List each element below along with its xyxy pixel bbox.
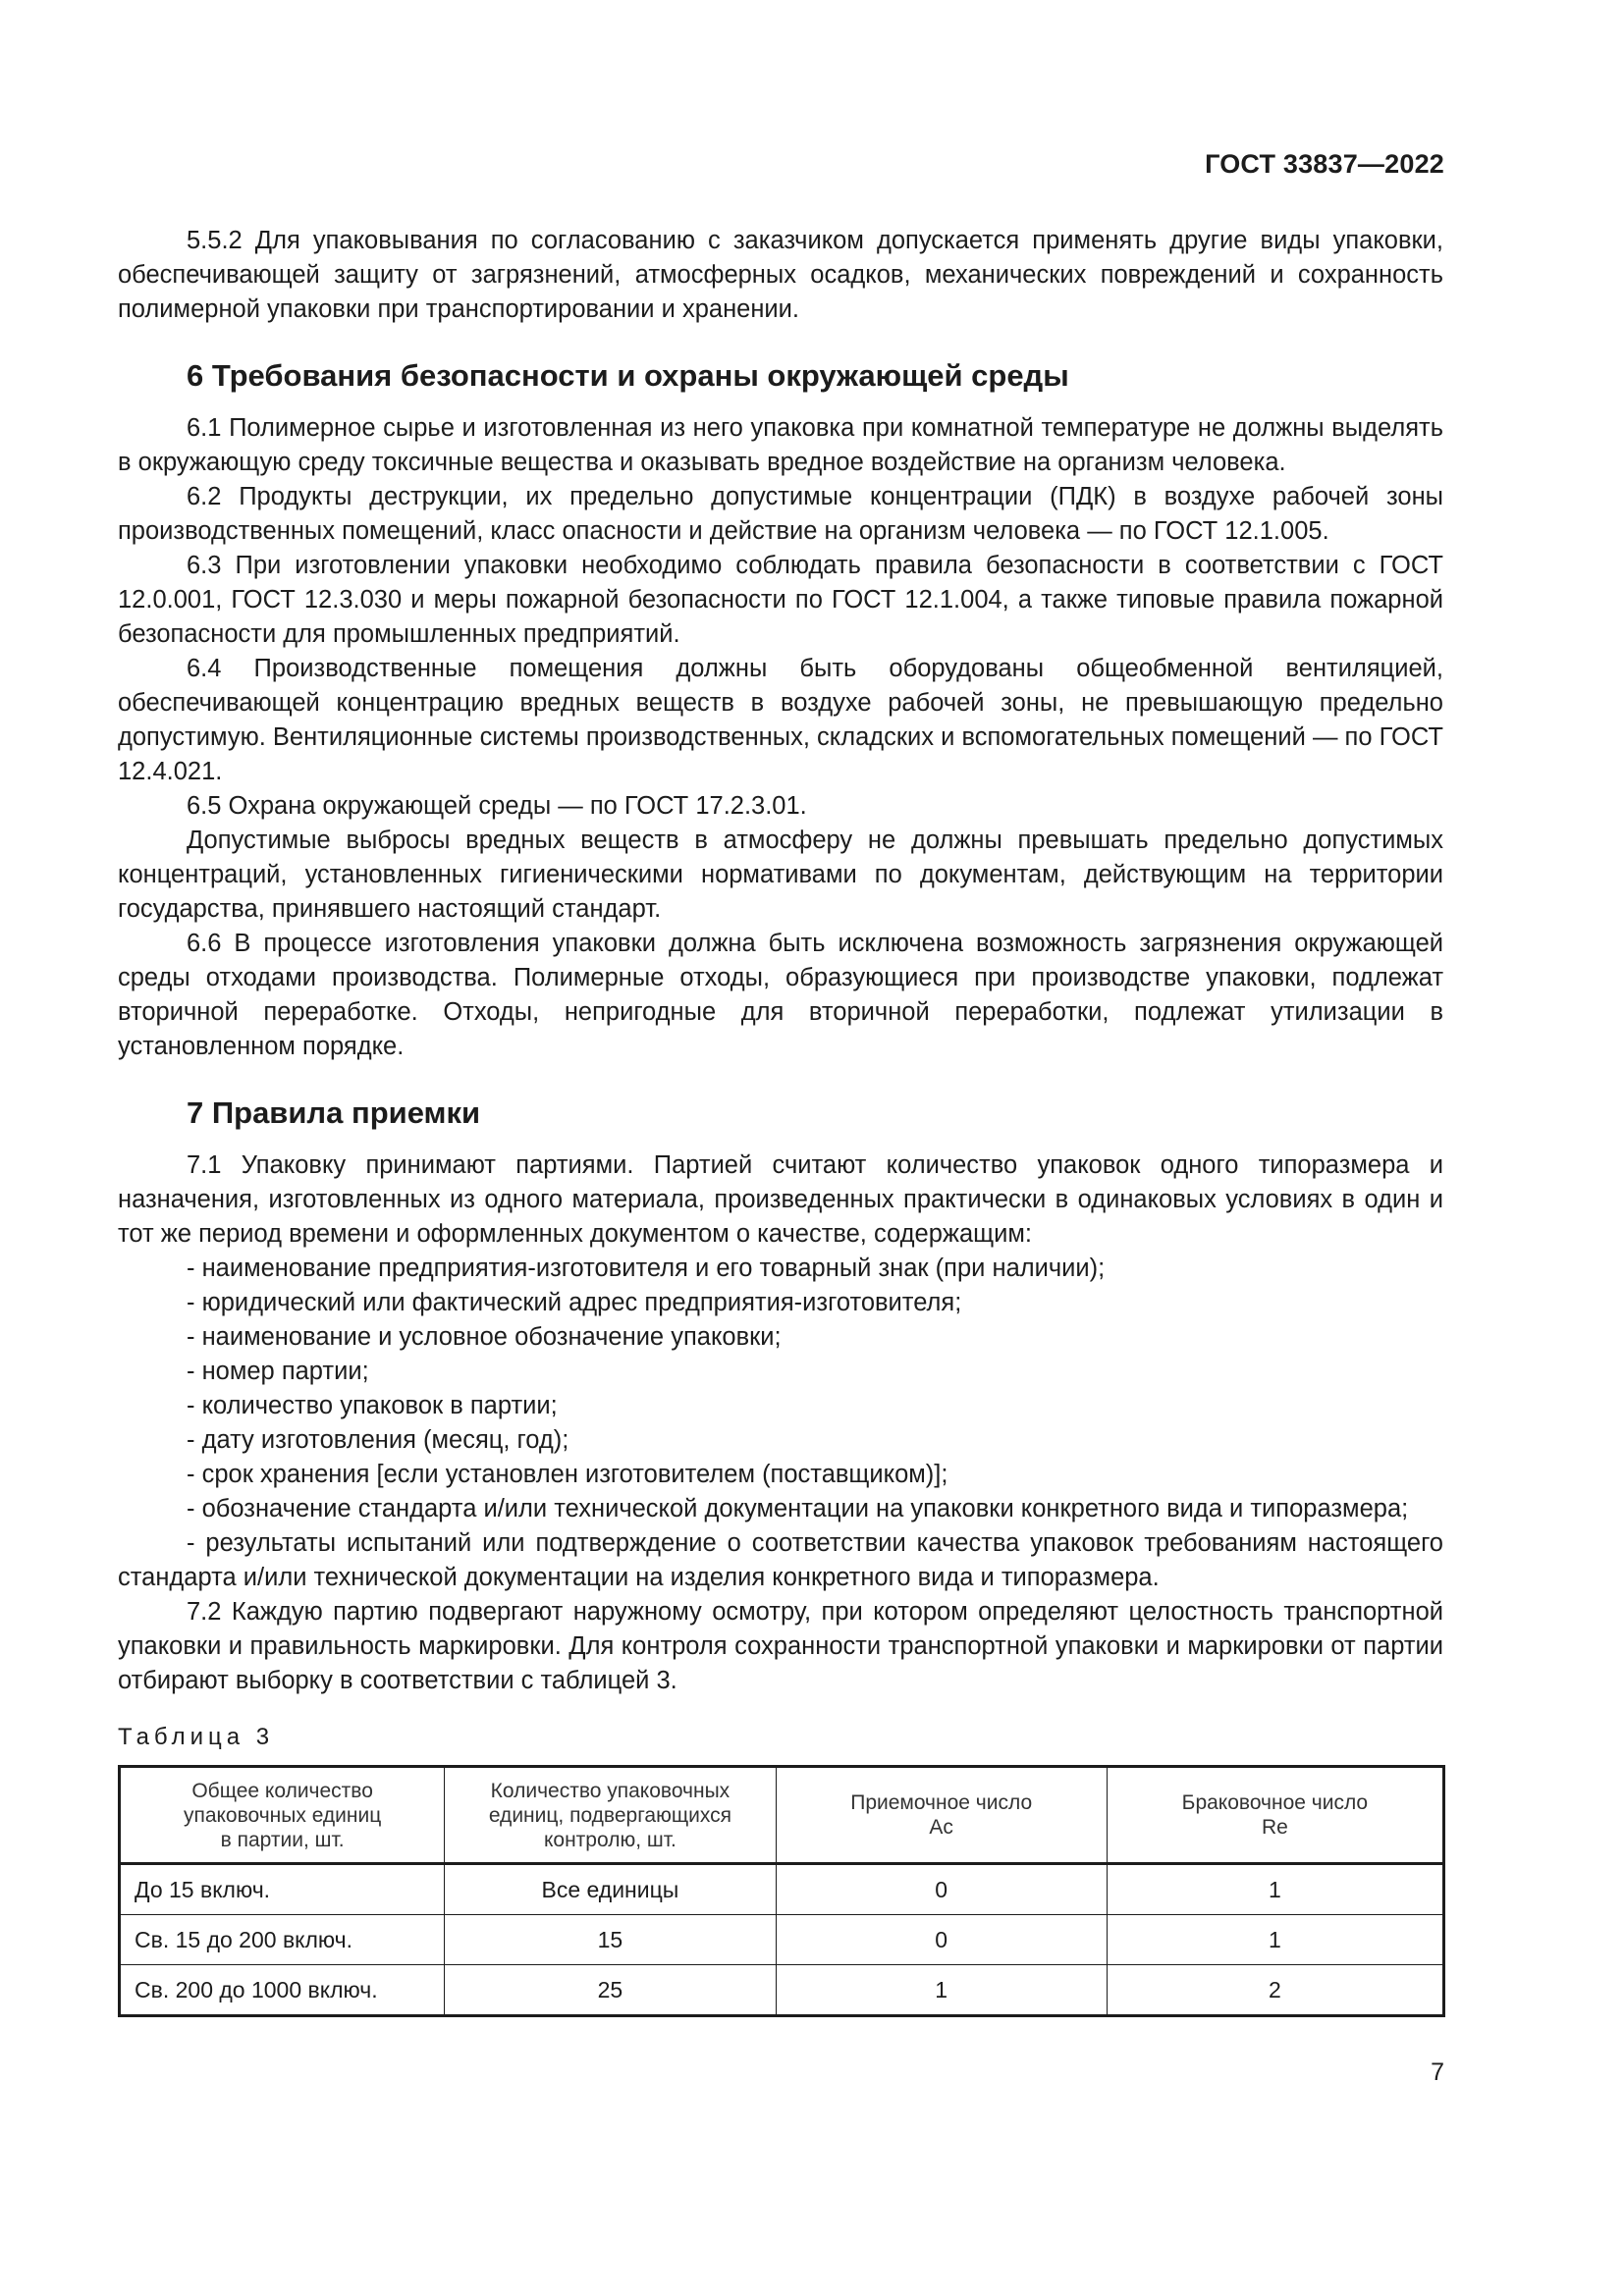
table-header-row [120, 1767, 1444, 1864]
list-item: - обозначение стандарта и/или технической документации на упаковки конкретного вида и типоразмера; [187, 1495, 1409, 1522]
paragraph-7-1: 7.1 Упаковку принимают партиями. Партией считают количество упаковок одного типоразмера и назначения, изготовленных из одного материала, произведенных практически в одинаковых условиях в один и тот же период времени и оформленных документом о качестве, содержащим: [118, 1151, 1443, 1248]
paragraph-5-5-2: 5.5.2 Для упаковывания по согласованию с заказчиком допускается применять другие виды упаковки, обеспечивающей защиту от загрязнений, атмосферных осадков, механических повреждений и сохранность полимерной упаковки при транспортировании и хранении. [118, 227, 1443, 323]
list-item: - юридический или фактический адрес предприятия-изготовителя; [187, 1289, 962, 1316]
section-7-title: 7 Правила приемки [187, 1095, 481, 1130]
table-row [120, 1915, 1444, 1965]
table-cell: Св. 200 до 1000 включ. [120, 1965, 445, 2016]
column-header-controlled-units: Количество упаковочных единиц, подвергающихся контролю, шт. [445, 1767, 776, 1864]
table-cell: 1 [1107, 1915, 1443, 1965]
table-cell: 1 [776, 1965, 1107, 2016]
table-cell: До 15 включ. [120, 1864, 445, 1915]
table-cell: 2 [1107, 1965, 1443, 2016]
list-item: - количество упаковок в партии; [187, 1392, 558, 1419]
column-header-rejection-number: Браковочное число Re [1107, 1767, 1443, 1864]
list-item: - результаты испытаний или подтверждение о соответствии качества упаковок требованиям настоящего стандарта и/или технической документации на изделия конкретного вида и типоразмера. [118, 1529, 1443, 1591]
page-number: 7 [1431, 2058, 1444, 2086]
list-item: - номер партии; [187, 1358, 369, 1385]
table-cell: Св. 15 до 200 включ. [120, 1915, 445, 1965]
section-6-title: 6 Требования безопасности и охраны окружающей среды [187, 358, 1069, 393]
paragraph-6-6: 6.6 В процессе изготовления упаковки должна быть исключена возможность загрязнения окружающей среды отходами производства. Полимерные отходы, образующиеся при производстве упаковки, подлежат вторичной переработке. Отходы, непригодные для вторичной переработки, подлежат утилизации в установленном порядке. [118, 930, 1443, 1060]
table-3 [118, 1765, 1445, 2017]
list-item: - наименование и условное обозначение упаковки; [187, 1323, 782, 1351]
list-item: - срок хранения [если установлен изготовителем (поставщиком)]; [187, 1461, 948, 1488]
list-item: - дату изготовления (месяц, год); [187, 1426, 569, 1454]
table-cell: Все единицы [445, 1864, 776, 1915]
paragraph-6-1: 6.1 Полимерное сырье и изготовленная из него упаковка при комнатной температуре не должны выделять в окружающую среду токсичные вещества и оказывать вредное воздействие на организм человека. [118, 414, 1443, 476]
paragraph-6-5: 6.5 Охрана окружающей среды — по ГОСТ 17.2.3.01. [187, 792, 807, 820]
paragraph-7-2: 7.2 Каждую партию подвергают наружному осмотру, при котором определяют целостность транспортной упаковки и правильность маркировки. Для контроля сохранности транспортной упаковки и маркировки от партии отбирают выборку в соответствии с таблицей 3. [118, 1598, 1443, 1694]
page-content [118, 224, 1443, 2017]
column-header-acceptance-number: Приемочное число Ac [776, 1767, 1107, 1864]
table-cell: 25 [445, 1965, 776, 2016]
table-cell: 1 [1107, 1864, 1443, 1915]
table-cell: 0 [776, 1864, 1107, 1915]
table-row [120, 1864, 1444, 1915]
document-header: ГОСТ 33837—2022 [1205, 149, 1444, 179]
paragraph-6-4: 6.4 Производственные помещения должны быть оборудованы общеобменной вентиляцией, обеспечивающей концентрацию вредных веществ в воздухе рабочей зоны, не превышающую предельно допустимую. Вентиляционные системы производственных, складских и вспомогательных помещений — по ГОСТ 12.4.021. [118, 655, 1443, 785]
table-row [120, 1965, 1444, 2016]
list-item: - наименование предприятия-изготовителя и его товарный знак (при наличии); [187, 1255, 1106, 1282]
paragraph-6-2: 6.2 Продукты деструкции, их предельно допустимые концентрации (ПДК) в воздухе рабочей зоны производственных помещений, класс опасности и действие на организм человека — по ГОСТ 12.1.005. [118, 483, 1443, 545]
paragraph-6-5-emissions: Допустимые выбросы вредных веществ в атмосферу не должны превышать предельно допустимых концентраций, установленных гигиеническими нормативами по документам, действующим на территории государства, принявшего настоящий стандарт. [118, 827, 1443, 923]
table-cell: 15 [445, 1915, 776, 1965]
column-header-total-units: Общее количество упаковочных единиц в партии, шт. [120, 1767, 445, 1864]
table-caption: Таблица 3 [118, 1724, 275, 1750]
paragraph-6-3: 6.3 При изготовлении упаковки необходимо соблюдать правила безопасности в соответствии с ГОСТ 12.0.001, ГОСТ 12.3.030 и меры пожарной безопасности по ГОСТ 12.1.004, а также типовые правила пожарной безопасности для промышленных предприятий. [118, 552, 1443, 648]
table-cell: 0 [776, 1915, 1107, 1965]
